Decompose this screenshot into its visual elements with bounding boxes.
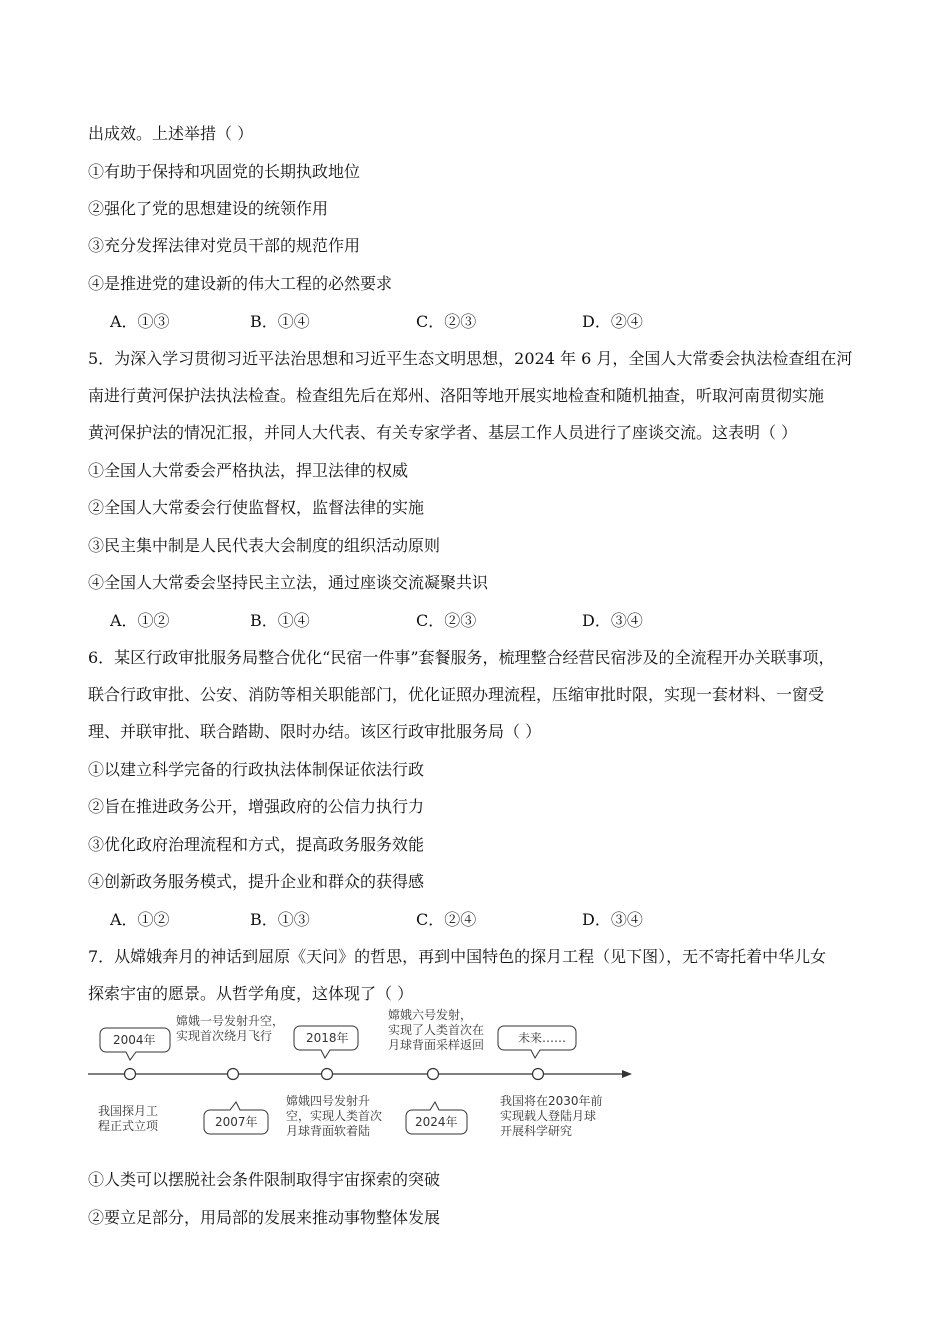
q6-statement-2: ②旨在推进政务公开，增强政府的公信力执行力 xyxy=(88,797,425,816)
timeline-desc-2024: 嫦娥六号发射， 实现了人类首次在 月球背面采样返回 xyxy=(388,1008,485,1052)
timeline-arrowhead xyxy=(622,1070,632,1078)
q5-option-a[interactable]: A．①② xyxy=(110,611,170,630)
q6-option-d[interactable]: D．③④ xyxy=(582,910,643,929)
timeline-year-future: 未来…… xyxy=(518,1031,567,1045)
q4-statement-2: ②强化了党的思想建设的统领作用 xyxy=(88,199,329,218)
q5-statement-2: ②全国人大常委会行使监督权，监督法律的实施 xyxy=(88,498,425,517)
q4-statement-1: ①有助于保持和巩固党的长期执政地位 xyxy=(88,162,361,181)
q5-option-c[interactable]: C．②③ xyxy=(416,611,477,630)
timeline-year-2004: 2004年 xyxy=(113,1033,156,1047)
q6-stem-line-1: 6．某区行政审批服务局整合优化“民宿一件事”套餐服务，梳理整合经营民宿涉及的全流程开办关联事项， xyxy=(88,648,835,667)
q5-stem-line-3: 黄河保护法的情况汇报，并同人大代表、有关专家学者、基层工作人员进行了座谈交流。这表明（ ） xyxy=(88,423,798,442)
timeline-node-2004 xyxy=(125,1069,136,1080)
q6-statement-3: ③优化政府治理流程和方式，提高政务服务效能 xyxy=(88,835,425,854)
q4-statement-3: ③充分发挥法律对党员干部的规范作用 xyxy=(88,236,361,255)
q7-statement-2: ②要立足部分，用局部的发展来推动事物整体发展 xyxy=(88,1208,441,1227)
q4-statement-4: ④是推进党的建设新的伟大工程的必然要求 xyxy=(88,274,393,293)
timeline-node-2018 xyxy=(322,1069,333,1080)
q7-stem-line-1: 7．从嫦娥奔月的神话到屈原《天问》的哲思，再到中国特色的探月工程（见下图），无不寄托着中华儿女 xyxy=(88,947,827,966)
timeline-year-2018: 2018年 xyxy=(306,1031,349,1045)
q6-option-a[interactable]: A．①② xyxy=(110,910,170,929)
q7-stem-line-2: 探索宇宙的愿景。从哲学角度，这体现了（ ） xyxy=(88,984,414,1003)
timeline-desc-2018: 嫦娥四号发射升 空，实现人类首次 月球背面软着陆 xyxy=(286,1094,383,1138)
q5-statement-4: ④全国人大常委会坚持民主立法，通过座谈交流凝聚共识 xyxy=(88,573,489,592)
timeline-desc-2004: 我国探月工 程正式立项 xyxy=(98,1104,159,1133)
q5-stem-line-1: 5．为深入学习贯彻习近平法治思想和习近平生态文明思想，2024 年 6 月，全国人大常委会执法检查组在河 xyxy=(88,349,853,368)
timeline-node-2007 xyxy=(228,1069,239,1080)
timeline-year-2007: 2007年 xyxy=(215,1115,258,1129)
timeline-year-2024: 2024年 xyxy=(415,1115,458,1129)
q6-stem-line-2: 联合行政审批、公安、消防等相关职能部门，优化证照办理流程，压缩审批时限，实现一套材料、一窗受 xyxy=(88,685,825,704)
q6-stem-line-3: 理、并联审批、联合踏勘、限时办结。该区行政审批服务局（ ） xyxy=(88,722,542,741)
q6-option-c[interactable]: C．②④ xyxy=(416,910,477,929)
q4-option-b[interactable]: B．①④ xyxy=(250,312,310,331)
q5-statement-3: ③民主集中制是人民代表大会制度的组织活动原则 xyxy=(88,536,441,555)
q4-option-d[interactable]: D．②④ xyxy=(582,312,643,331)
q6-statement-1: ①以建立科学完备的行政执法体制保证依法行政 xyxy=(88,760,425,779)
q5-option-b[interactable]: B．①④ xyxy=(250,611,310,630)
q6-option-b[interactable]: B．①③ xyxy=(250,910,310,929)
q5-option-d[interactable]: D．③④ xyxy=(582,611,643,630)
q6-statement-4: ④创新政务服务模式，提升企业和群众的获得感 xyxy=(88,872,425,891)
timeline-desc-future: 我国将在2030年前 实现载人登陆月球 开展科学研究 xyxy=(500,1094,603,1138)
timeline-desc-2007: 嫦娥一号发射升空， 实现首次绕月飞行 xyxy=(176,1014,285,1043)
q4-option-a[interactable]: A．①③ xyxy=(110,312,170,331)
intro-line: 出成效。上述举措（ ） xyxy=(88,124,254,143)
timeline-node-2024 xyxy=(428,1069,439,1080)
q4-option-c[interactable]: C．②③ xyxy=(416,312,477,331)
q7-statement-1: ①人类可以摆脱社会条件限制取得宇宙探索的突破 xyxy=(88,1170,441,1189)
q5-statement-1: ①全国人大常委会严格执法，捍卫法律的权威 xyxy=(88,461,409,480)
moon-exploration-timeline xyxy=(86,1008,636,1148)
q5-stem-line-2: 南进行黄河保护法执法检查。检查组先后在郑州、洛阳等地开展实地检查和随机抽查，听取河南贯彻实施 xyxy=(88,386,825,405)
timeline-node-future xyxy=(533,1069,544,1080)
